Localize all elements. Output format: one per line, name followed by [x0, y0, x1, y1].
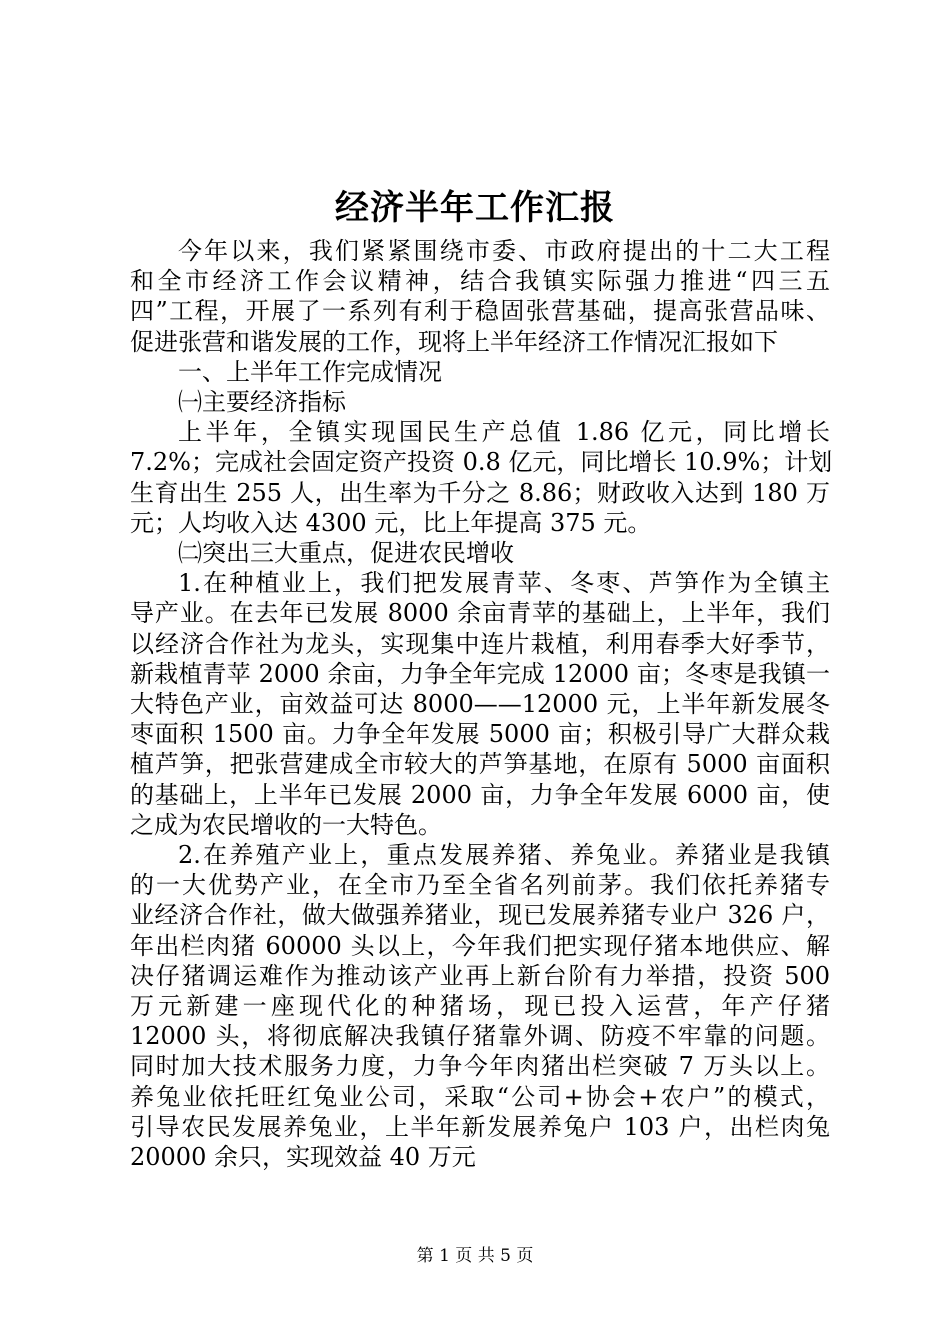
- text-line: 一、上半年工作完成情况: [178, 357, 442, 386]
- text-line: 元；人均收入达 4300 元，比上年提高 375 元。: [130, 508, 652, 537]
- text-line: 引导农民发展养兔业，上半年新发展养兔户 103 户，出栏肉兔: [130, 1112, 830, 1141]
- text-line: 决仔猪调运难作为推动该产业再上新台阶有力举措，投资 500: [130, 961, 830, 990]
- document-body: [130, 236, 833, 1172]
- text-line: 今年以来，我们紧紧围绕市委、市政府提出的十二大工程: [178, 237, 830, 265]
- text-line: 2.在养殖产业上，重点发展养猪、养兔业。养猪业是我镇: [178, 841, 830, 870]
- paragraph: [130, 357, 830, 387]
- paragraph: [130, 840, 830, 1172]
- text-line: 生育出生 255 人，出生率为千分之 8.86；财政收入达到 180 万: [130, 478, 830, 507]
- paragraph: [130, 417, 833, 538]
- paragraph: [130, 387, 830, 417]
- text-line: ㈡突出三大重点，促进农民增收: [178, 539, 514, 568]
- text-line: 导产业。在去年已发展 8000 余亩青苹的基础上，上半年，我们: [130, 599, 830, 628]
- text-line: 促进张营和谐发展的工作，现将上半年经济工作情况汇报如下: [130, 327, 778, 356]
- paragraph: [130, 236, 830, 357]
- text-line: 和全市经济工作会议精神，结合我镇实际强力推进“四三五: [130, 267, 830, 296]
- text-line: 以经济合作社为龙头，实现集中连片栽植，利用春季大好季节，: [130, 629, 830, 658]
- text-line: 新栽植青苹 2000 余亩，力争全年完成 12000 亩；冬枣是我镇一: [130, 659, 830, 688]
- text-line: 上半年，全镇实现国民生产总值 1.86 亿元，同比增长: [178, 418, 830, 447]
- document-title: 经济半年工作汇报: [335, 188, 615, 228]
- text-line: 植芦笋，把张营建成全市较大的芦笋基地，在原有 5000 亩面积: [130, 750, 830, 779]
- page-footer: 第 1 页 共 5 页: [416, 1246, 534, 1266]
- paragraph: [130, 538, 830, 568]
- text-line: 之成为农民增收的一大特色。: [130, 810, 442, 839]
- text-line: 12000 头，将彻底解决我镇仔猪靠外调、防疫不牢靠的问题。: [130, 1022, 830, 1051]
- text-line: 业经济合作社，做大做强养猪业，现已发展养猪专业户 326 户，: [130, 901, 830, 930]
- text-line: 万元新建一座现代化的种猪场，现已投入运营，年产仔猪: [130, 992, 830, 1021]
- text-line: 20000 余只，实现效益 40 万元: [130, 1143, 476, 1172]
- text-line: 的基础上，上半年已发展 2000 亩，力争全年发展 6000 亩，使: [130, 780, 830, 809]
- text-line: 养兔业依托旺红兔业公司，采取“公司+协会+农户”的模式，: [130, 1082, 830, 1111]
- text-line: 四”工程，开展了一系列有利于稳固张营基础，提高张营品味、: [130, 297, 830, 326]
- text-line: 年出栏肉猪 60000 头以上，今年我们把实现仔猪本地供应、解: [130, 931, 830, 960]
- text-line: 大特色产业，亩效益可达 8000——12000 元，上半年新发展冬: [130, 690, 830, 719]
- text-line: 枣面积 1500 亩。力争全年发展 5000 亩；积极引导广大群众栽: [130, 720, 830, 749]
- text-line: 的一大优势产业，在全市乃至全省名列前茅。我们依托养猪专: [130, 871, 830, 900]
- text-line: 7.2%；完成社会固定资产投资 0.8 亿元，同比增长 10.9%；计划: [130, 448, 833, 477]
- text-line: 1.在种植业上，我们把发展青苹、冬枣、芦笋作为全镇主: [178, 569, 830, 598]
- text-line: ㈠主要经济指标: [178, 388, 346, 417]
- paragraph: [130, 568, 830, 840]
- text-line: 同时加大技术服务力度，力争今年肉猪出栏突破 7 万头以上。: [130, 1052, 830, 1081]
